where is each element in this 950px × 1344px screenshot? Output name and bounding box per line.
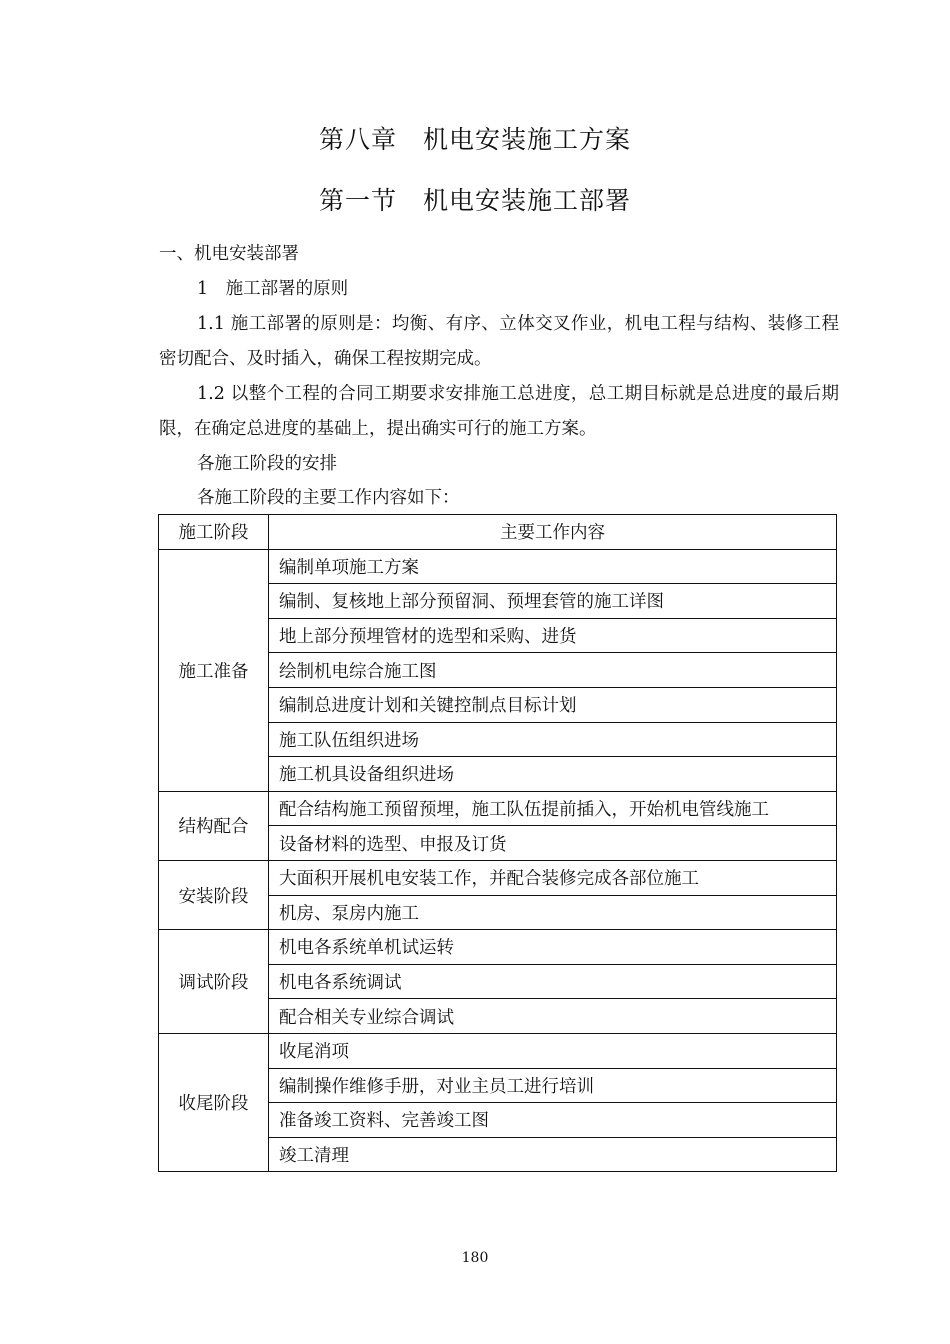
work-item: 编制单项施工方案 — [269, 549, 837, 584]
work-item: 准备竣工资料、完善竣工图 — [269, 1103, 837, 1138]
table-row — [159, 1033, 837, 1068]
stage-structure-coordination: 结构配合 — [159, 791, 269, 860]
work-item: 绘制机电综合施工图 — [269, 653, 837, 688]
chapter-title: 第八章 机电安装施工方案 — [318, 125, 631, 154]
table-row — [159, 791, 837, 826]
work-item: 施工机具设备组织进场 — [269, 757, 837, 792]
stage-closeout: 收尾阶段 — [159, 1033, 269, 1171]
work-item: 机电各系统调试 — [269, 964, 837, 999]
stage-preparation: 施工准备 — [159, 549, 269, 791]
stage-installation: 安装阶段 — [159, 860, 269, 929]
work-item: 设备材料的选型、申报及订货 — [269, 826, 837, 861]
work-item: 机房、泵房内施工 — [269, 895, 837, 930]
work-item: 编制、复核地上部分预留洞、预埋套管的施工详图 — [269, 584, 837, 619]
header-stage: 施工阶段 — [159, 515, 269, 550]
page-number: 180 — [461, 1250, 489, 1266]
paragraph-stage-arrangement: 各施工阶段的安排 — [197, 454, 337, 474]
heading-deployment-principles: 1 施工部署的原则 — [197, 279, 349, 299]
work-item: 收尾消项 — [269, 1033, 837, 1068]
table-row — [159, 549, 837, 584]
work-item: 编制总进度计划和关键控制点目标计划 — [269, 687, 837, 722]
work-item: 编制操作维修手册，对业主员工进行培训 — [269, 1068, 837, 1103]
work-item: 竣工清理 — [269, 1137, 837, 1172]
work-item: 地上部分预埋管材的选型和采购、进货 — [269, 618, 837, 653]
construction-stage-table — [158, 514, 837, 1172]
paragraph-1-1: 1.1 施工部署的原则是：均衡、有序、立体交叉作业，机电工程与结构、装修工程密切配合、及时插入，确保工程按期完成。 — [159, 314, 839, 369]
work-item: 机电各系统单机试运转 — [269, 930, 837, 965]
paragraph-1-2: 1.2 以整个工程的合同工期要求安排施工总进度，总工期目标就是总进度的最后期限，在确定总进度的基础上，提出确实可行的施工方案。 — [159, 384, 839, 439]
table-header-row — [159, 515, 837, 550]
table-row — [159, 930, 837, 965]
table-row — [159, 860, 837, 895]
header-work-content: 主要工作内容 — [269, 515, 837, 550]
work-item: 施工队伍组织进场 — [269, 722, 837, 757]
work-item: 配合相关专业综合调试 — [269, 999, 837, 1034]
paragraph-stage-intro: 各施工阶段的主要工作内容如下： — [197, 488, 460, 508]
work-item: 配合结构施工预留预埋，施工队伍提前插入，开始机电管线施工 — [269, 791, 837, 826]
work-item: 大面积开展机电安装工作，并配合装修完成各部位施工 — [269, 860, 837, 895]
section-title: 第一节 机电安装施工部署 — [318, 186, 631, 215]
stage-commissioning: 调试阶段 — [159, 930, 269, 1034]
heading-mep-deployment: 一、机电安装部署 — [159, 244, 299, 264]
